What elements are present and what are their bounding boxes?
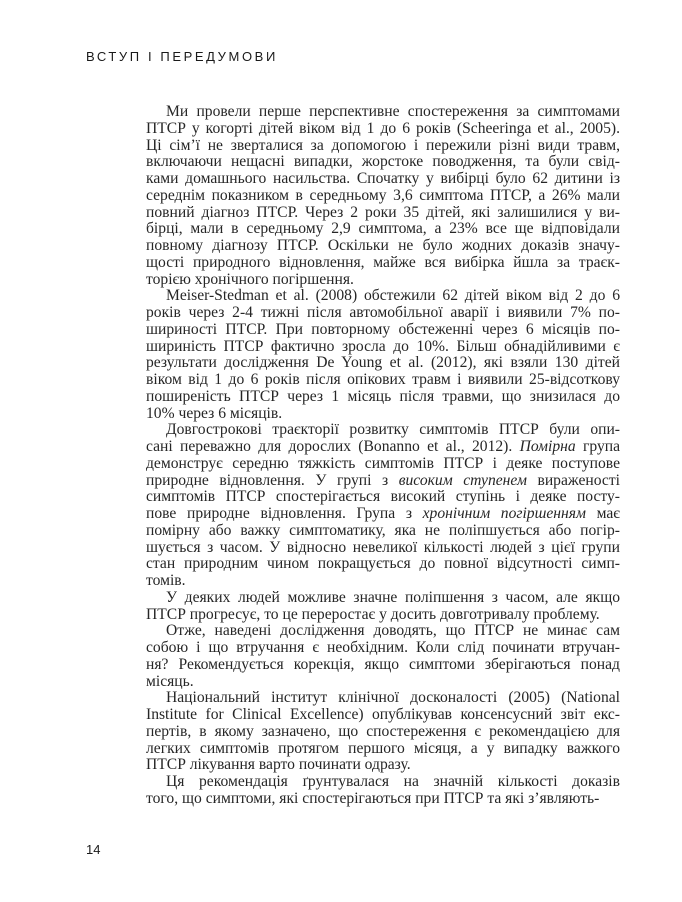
text-line: Національний інститут клінічної досконалості (2005) (National xyxy=(166,689,620,707)
paragraph xyxy=(146,104,620,288)
text-line xyxy=(146,573,620,590)
text-segment: томів. xyxy=(146,572,186,589)
text-line xyxy=(146,489,620,506)
paragraph xyxy=(146,590,620,624)
text-segment: стан природним чином покращується до повної відсутності симп- xyxy=(146,555,620,573)
running-header: ВСТУП І ПЕРЕДУМОВИ xyxy=(86,49,278,64)
text-line xyxy=(146,422,620,439)
text-line: ня? Рекомендується корекція, якщо симптоми зберігаються понад xyxy=(146,655,620,673)
text-line: ПТСР лікування варто починати одразу. xyxy=(146,756,411,774)
text-line: торією хронічного погіршення. xyxy=(146,270,354,288)
italic-term: високим ступенем xyxy=(398,471,527,489)
text-line: Ця рекомендація ґрунтувалася на значній кількості доказів xyxy=(166,773,620,790)
text-line: включаючи нещасні випадки, жорстоке поводження, та були свід- xyxy=(146,153,620,171)
text-segment: природне відновлення. У групі з xyxy=(146,471,399,489)
text-line: 10% через 6 місяців. xyxy=(146,404,283,422)
text-line: ПТСР прогресує, то це переростає у досить довготривалу проблему. xyxy=(146,605,600,623)
text-line: повний діагноз ПТСР. Через 2 роки 35 дітей, які залишилися у ви- xyxy=(146,203,620,221)
text-line: повному діагнозу ПТСР. Оскільки не було жодних доказів значу- xyxy=(146,237,620,254)
text-line: бірці, мали в середньому 2,9 симптома, а 23% все ще відповідали xyxy=(146,220,620,238)
text-line: шириність ПТСР фактично зросла до 10%. Більш обнадійливими є xyxy=(146,337,620,355)
italic-term: хронічним погіршенням xyxy=(422,505,586,522)
text-segment: симптомів ПТСР спостерігається високий ступінь і деяке посту- xyxy=(146,488,620,506)
text-segment: демонструє середню тяжкість симптомів ПТСР і деяке поступове xyxy=(146,454,620,472)
paragraph xyxy=(146,422,620,590)
text-segment: шується з часом. У відносно невеликої кількості людей з цієї групи xyxy=(146,538,620,556)
text-line: собою і що втручання є необхідним. Коли слід починати втручан- xyxy=(146,639,620,656)
text-line xyxy=(146,540,620,557)
text-line: поширеність ПТСР через 1 місяць після травми, що знизилася до xyxy=(146,387,620,405)
text-line xyxy=(146,439,620,456)
text-line xyxy=(146,456,620,473)
text-line: місяць. xyxy=(146,672,194,690)
italic-term: Помірна xyxy=(519,438,576,455)
paragraph xyxy=(146,774,620,808)
text-line: Institute for Clinical Excellence) опублікував консенсусний звіт екс- xyxy=(146,706,620,723)
text-line: результати дослідження De Young et al. (2012), які взяли 130 дітей xyxy=(146,354,620,372)
text-segment: група xyxy=(575,438,621,455)
text-segment: сані переважно для дорослих (Bonanno et al., 2012). xyxy=(146,438,520,455)
text-line xyxy=(146,556,620,573)
body-text xyxy=(146,104,620,808)
paragraph xyxy=(146,288,620,422)
text-line: Ці сім’ї не зверталися за допомогою і пережили різні види травм, xyxy=(146,136,620,154)
text-segment: вираженості xyxy=(526,471,620,489)
text-line xyxy=(146,523,620,540)
text-segment: помірну або важку симптоматику, яка не поліпшується або погір- xyxy=(146,521,620,539)
text-line: легких симптомів протягом першого місяця, а у випадку важкого xyxy=(146,739,620,757)
text-line: середнім показником в середньому 3,6 симптома ПТСР, а 26% мали xyxy=(146,186,620,204)
paragraph xyxy=(146,623,620,690)
text-segment: має xyxy=(585,505,620,522)
text-segment: пове природне відновлення. Група з xyxy=(146,505,423,522)
text-line xyxy=(146,473,620,490)
text-line: Meiser-Stedman et al. (2008) обстежили 62 дітей віком від 2 до 6 xyxy=(166,287,620,305)
text-line xyxy=(146,506,620,523)
page-number: 14 xyxy=(86,842,101,857)
paragraph xyxy=(146,690,620,774)
text-line: ками домашнього насильства. Спочатку у вибірці було 62 дитини із xyxy=(146,170,620,187)
text-line: Отже, наведені дослідження доводять, що ПТСР не минає сам xyxy=(166,622,620,640)
text-line: того, що симптоми, які спостерігаються при ПТСР та які з’являють- xyxy=(146,789,600,807)
text-line: У деяких людей можливе значне поліпшення з часом, але якщо xyxy=(166,588,620,606)
text-line: шириності ПТСР. При повторному обстеженні через 6 місяців по- xyxy=(146,320,620,338)
text-line: пертів, в якому зазначено, що спостереження є рекомендацією для xyxy=(146,722,620,740)
text-line: років через 2-4 тижні після автомобільної аварії і виявили 7% по- xyxy=(146,304,620,321)
text-line: Ми провели перше перспективне спостереження за симптомами xyxy=(166,103,620,120)
text-line: щості природного відновлення, майже вся вибірка йшла за траєк- xyxy=(146,253,620,271)
text-line: ПТСР у когорті дітей віком від 1 до 6 років (Scheeringa et al., 2005). xyxy=(146,119,620,137)
text-line: віком від 1 до 6 років після опікових травм і виявили 25-відсоткову xyxy=(146,371,620,388)
text-segment: Довгострокові траєкторії розвитку симптомів ПТСР були опи- xyxy=(166,421,620,439)
